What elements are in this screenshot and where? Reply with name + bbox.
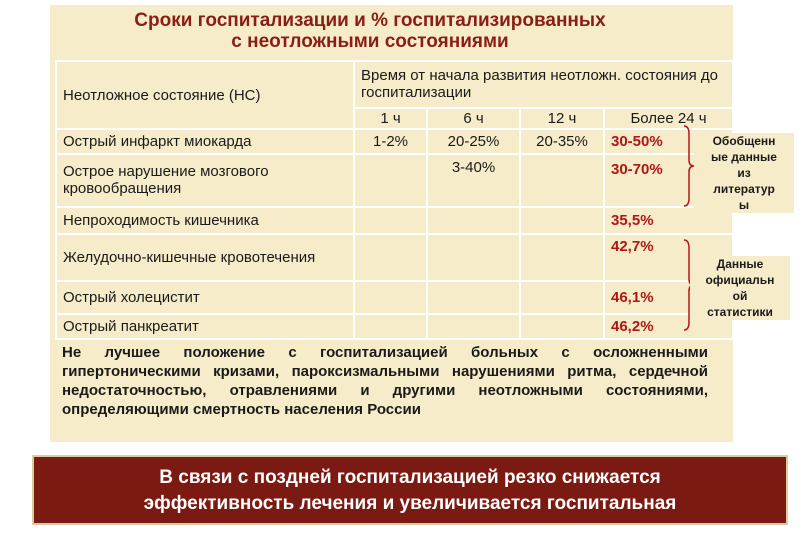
cell-1h bbox=[354, 154, 427, 208]
cell-6h bbox=[427, 234, 520, 281]
cell-12h bbox=[520, 207, 604, 234]
cell-6h bbox=[427, 281, 520, 314]
table-row bbox=[56, 207, 733, 234]
cell-6h bbox=[427, 314, 520, 339]
banner-line-1: В связи с поздней госпитализацией резко снижается bbox=[159, 467, 661, 488]
cell-12h bbox=[520, 234, 604, 281]
table-row bbox=[56, 154, 733, 208]
condition-header: Неотложное состояние (НС) bbox=[56, 61, 354, 129]
cell-24h: 30-70% bbox=[604, 154, 733, 208]
note-line: Обобщенн bbox=[712, 134, 776, 148]
cell-12h bbox=[520, 314, 604, 339]
note-line: из bbox=[737, 166, 751, 180]
cell-12h bbox=[520, 154, 604, 208]
time-col-12h: 12 ч bbox=[520, 108, 604, 129]
table-row bbox=[56, 281, 733, 314]
note-line: официальн bbox=[705, 273, 775, 287]
summary-paragraph: Не лучшее положение с госпитализацией больных с осложненными гипертоническими кризами, пароксизмальными нарушениями ритма, сердечной недостаточностью, отравлениями и другими неотложными состояниями, определяющими смертность населения России bbox=[62, 344, 708, 418]
cell-12h bbox=[520, 281, 604, 314]
note-line: Данные bbox=[716, 257, 764, 271]
time-col-1h: 1 ч bbox=[354, 108, 427, 129]
note-line: ы bbox=[738, 198, 750, 212]
conclusion-banner bbox=[32, 455, 788, 525]
note-line: статистики bbox=[707, 305, 773, 319]
page-title bbox=[50, 10, 690, 52]
cell-24h: 46,1% bbox=[604, 281, 733, 314]
cell-12h: 20-35% bbox=[520, 129, 604, 154]
cell-1h bbox=[354, 314, 427, 339]
condition-name: Острый инфаркт миокарда bbox=[56, 129, 354, 154]
cell-1h bbox=[354, 234, 427, 281]
cell-24h: 35,5% bbox=[604, 207, 733, 234]
table-row bbox=[56, 234, 733, 281]
cell-6h: 20-25% bbox=[427, 129, 520, 154]
literature-note bbox=[694, 133, 794, 213]
time-col-6h: 6 ч bbox=[427, 108, 520, 129]
title-line-2: с неотложными состояниями bbox=[231, 31, 509, 52]
condition-name: Острое нарушение мозгового кровообращения bbox=[56, 154, 354, 208]
cell-6h: 3-40% bbox=[427, 154, 520, 208]
cell-24h: 42,7% bbox=[604, 234, 733, 281]
official-note bbox=[690, 256, 790, 320]
condition-name: Непроходимость кишечника bbox=[56, 207, 354, 234]
table-header-row bbox=[56, 61, 733, 108]
note-line: литератур bbox=[713, 182, 775, 196]
cell-1h bbox=[354, 207, 427, 234]
title-line-1: Сроки госпитализации и % госпитализированных bbox=[134, 10, 606, 31]
table-row bbox=[56, 314, 733, 339]
time-header: Время от начала развития неотложн. состояния до госпитализации bbox=[354, 61, 733, 108]
cell-6h bbox=[427, 207, 520, 234]
condition-name: Желудочно-кишечные кровотечения bbox=[56, 234, 354, 281]
cell-24h: 46,2% bbox=[604, 314, 733, 339]
banner-line-2: эффективность лечения и увеличивается госпитальная bbox=[143, 493, 677, 514]
cell-1h bbox=[354, 281, 427, 314]
cell-24h: 30-50% bbox=[604, 129, 733, 154]
condition-name: Острый панкреатит bbox=[56, 314, 354, 339]
condition-name: Острый холецистит bbox=[56, 281, 354, 314]
hospitalization-table bbox=[55, 60, 734, 340]
cell-1h: 1-2% bbox=[354, 129, 427, 154]
note-line: ой bbox=[732, 289, 748, 303]
note-line: ые данные bbox=[711, 150, 777, 164]
time-col-24h: Более 24 ч bbox=[604, 108, 733, 129]
table-row bbox=[56, 129, 733, 154]
